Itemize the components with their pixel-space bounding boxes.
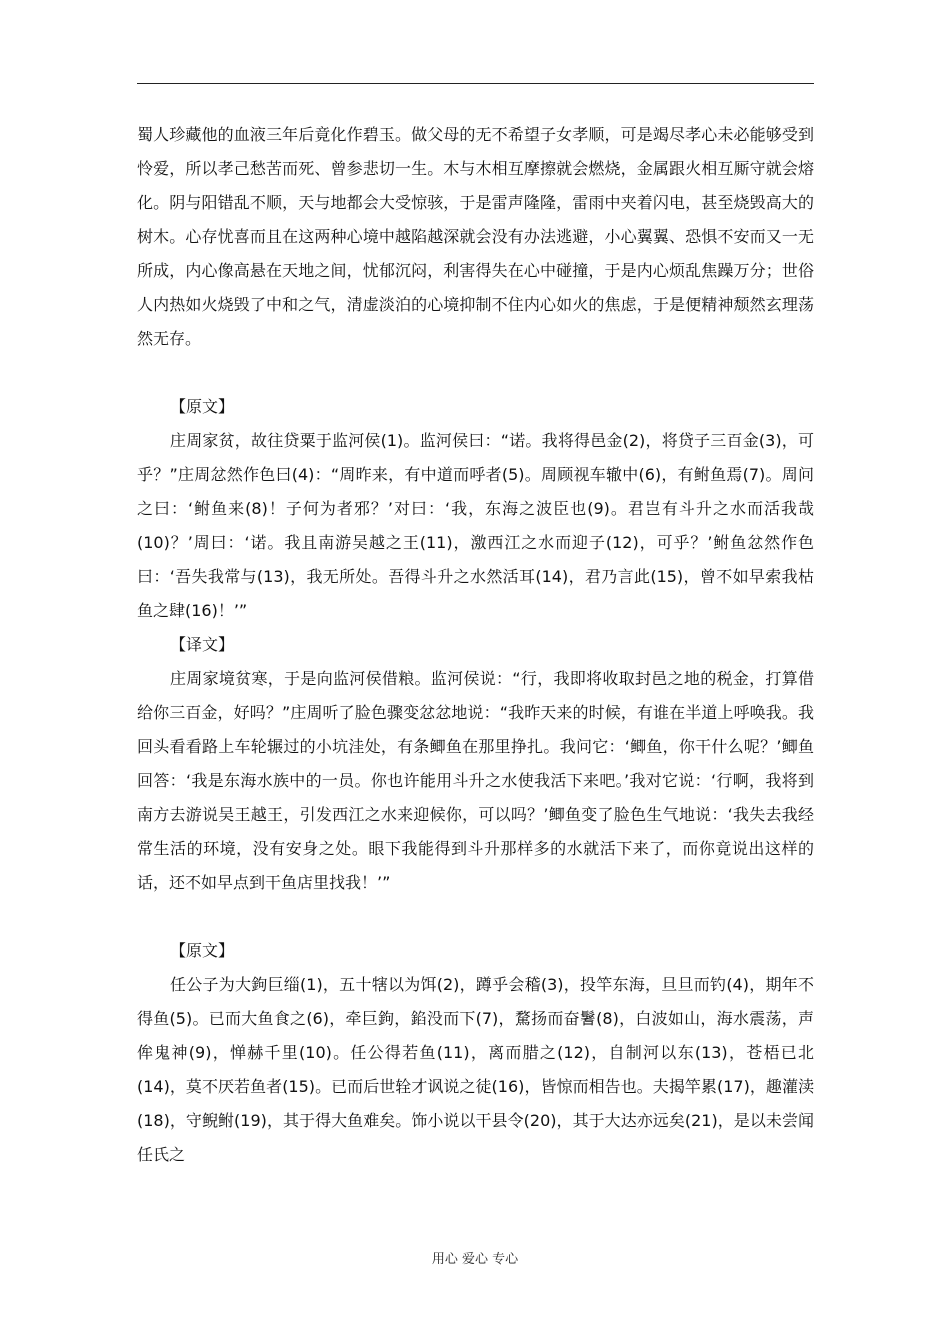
paragraph-translation-1: 庄周家境贫寒，于是向监河侯借粮。监河侯说：“行，我即将收取封邑之地的税金，打算借给你三百金，好吗？”庄周听了脸色骤变忿忿地说：“我昨天来的时候，有谁在半道上呼唤我。我回头看看路上车轮辗过的小坑洼处，有条鲫鱼在那里挣扎。我问它：‘鲫鱼，你干什么呢？’鲫鱼回答：‘我是东海水族中的一员。你也许能用斗升之水使我活下来吧。’我对它说：‘行啊，我将到南方去游说吴王越王，引发西江之水来迎候你，可以吗？’鲫鱼变了脸色生气地说：‘我失去我经常生活的环境，没有安身之处。眼下我能得到斗升那样多的水就活下来了，而你竟说出这样的话，还不如早点到干鱼店里找我！’”: [137, 669, 814, 892]
header-rule: [137, 83, 814, 84]
document-body: [137, 118, 814, 1172]
page-footer: 用心 爱心 专心: [431, 1252, 519, 1267]
section-gap: [137, 900, 814, 934]
paragraph-original-text-2: 任公子为大鉤巨缁(1)，五十犗以为饵(2)，蹲乎会稽(3)，投竿东海，旦旦而钓(4)，期年不得鱼(5)。已而大鱼食之(6)，牵巨鉤，錎没而下(7)，騖扬而奋鬐(8)，白波如山，海水震荡，声侔鬼神(9)，惮赫千里(10)。任公得若鱼(11)，离而腊之(12)，自制河以东(13)，苍梧已北(14)，莫不厌若鱼者(15)。已而后世辁才讽说之徒(16)，皆惊而相告也。夫揭竿累(17)，趣灌渎(18)，守鲵鲋(19)，其于得大鱼难矣。饰小说以干县令(20)，其于大达亦远矣(21)，是以未尝闻任氏之: [137, 975, 814, 1164]
paragraph-original-text-1: 庄周家贫，故往贷粟于监河侯(1)。监河侯曰：“诺。我将得邑金(2)，将贷子三百金(3)，可乎？”庄周忿然作色曰(4)：“周昨来，有中道而呼者(5)。周顾视车辙中(6)，有鲋鱼焉(7)。周问之曰：‘鲋鱼来(8)！子何为者邪？’对曰：‘我，东海之波臣也(9)。君岂有斗升之水而活我哉(10)？’周曰：‘诺。我且南游吴越之王(11)，激西江之水而迎子(12)，可乎？’鲋鱼忿然作色曰：‘吾失我常与(13)，我无所处。吾得斗升之水然活耳(14)，君乃言此(15)，曾不如早索我枯鱼之肆(16)！’”: [137, 431, 814, 620]
section-heading-translation-1: 【译文】: [170, 635, 235, 654]
paragraph-continued: 蜀人珍藏他的血液三年后竟化作碧玉。做父母的无不希望子女孝顺，可是竭尽孝心未必能够受到怜爱，所以孝己愁苦而死、曾参悲切一生。木与木相互摩擦就会燃烧，金属跟火相互厮守就会熔化。阴与阳错乱不顺，天与地都会大受惊骇，于是雷声隆隆，雷雨中夹着闪电，甚至烧毁高大的树木。心存忧喜而且在这两种心境中越陷越深就会没有办法逃避，小心翼翼、恐惧不安而又一无所成，内心像高悬在天地之间，忧郁沉闷，利害得失在心中碰撞，于是内心烦乱焦躁万分；世俗人内热如火烧毁了中和之气，清虚淡泊的心境抑制不住内心如火的焦虑，于是便精神颓然玄理荡然无存。: [137, 125, 814, 348]
section-heading-original-2: 【原文】: [170, 941, 235, 960]
section-gap: [137, 356, 814, 390]
section-heading-original-1: 【原文】: [170, 397, 235, 416]
